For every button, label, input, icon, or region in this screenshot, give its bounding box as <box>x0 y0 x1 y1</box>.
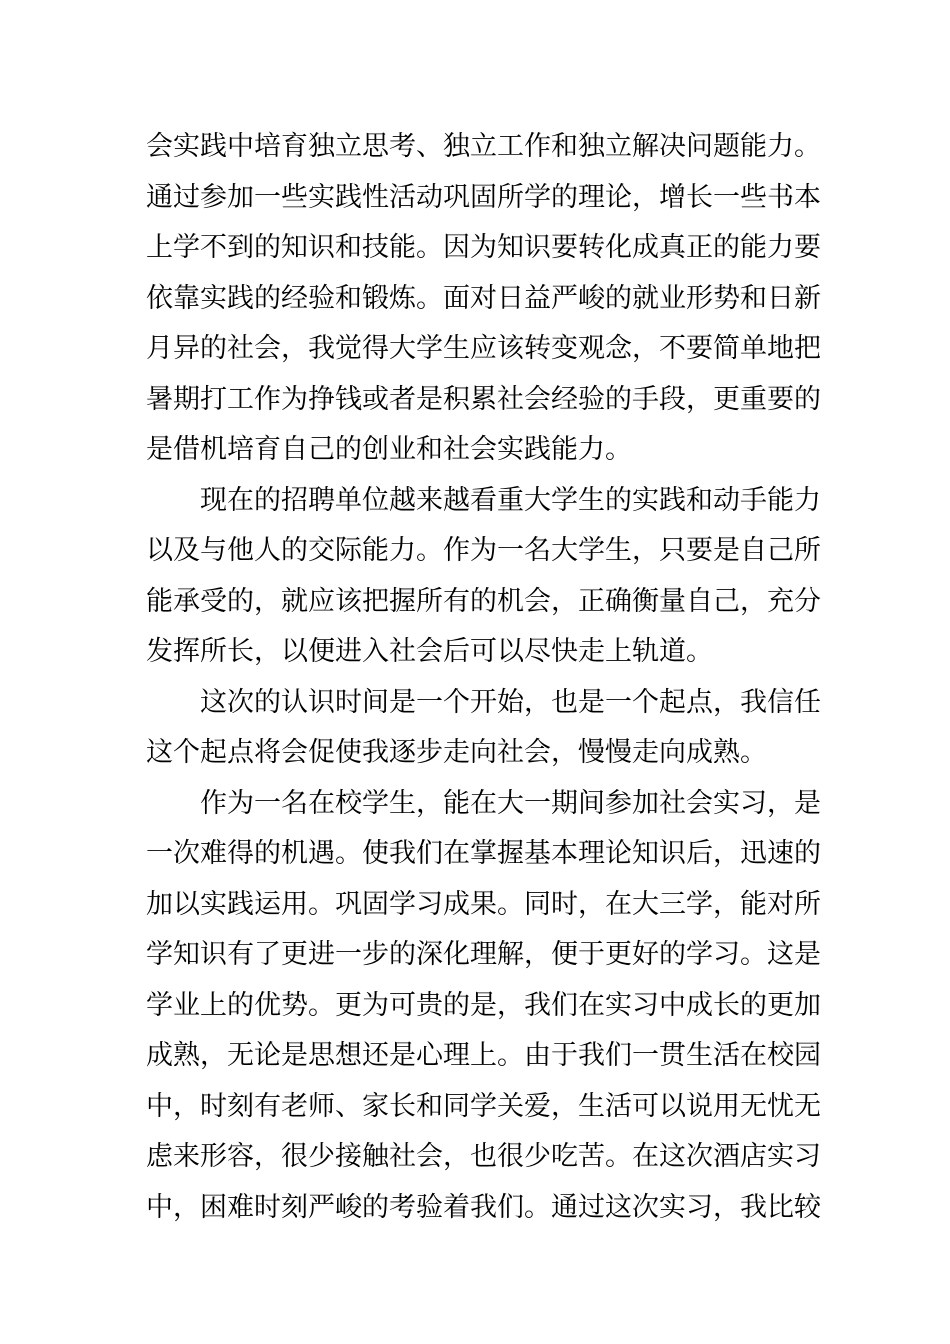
text-line: 是借机培育自己的创业和社会实践能力。 <box>146 434 632 465</box>
paragraph-4 <box>146 779 821 1234</box>
text-line: 这个起点将会促使我逐步走向社会，慢慢走向成熟。 <box>146 737 767 768</box>
paragraph-3 <box>146 678 821 779</box>
text-line: 会实践中培育独立思考、独立工作和独立解决问题能力。 <box>146 131 821 162</box>
text-line: 学业上的优势。更为可贵的是，我们在实习中成长的更加 <box>146 989 821 1021</box>
document-body <box>146 122 821 1233</box>
text-line: 作为一名在校学生，能在大一期间参加社会实习，是 <box>200 787 821 819</box>
text-line: 成熟，无论是思想还是心理上。由于我们一贯生活在校园 <box>146 1040 821 1071</box>
text-line: 这次的认识时间是一个开始，也是一个起点，我信任 <box>200 686 821 718</box>
text-line: 暑期打工作为挣钱或者是积累社会经验的手段，更重要的 <box>146 383 821 415</box>
text-line: 发挥所长，以便进入社会后可以尽快走上轨道。 <box>146 636 713 667</box>
text-line: 上学不到的知识和技能。因为知识要转化成真正的能力要 <box>146 232 821 263</box>
text-line: 一次难得的机遇。使我们在掌握基本理论知识后，迅速的 <box>146 838 821 869</box>
text-line: 虑来形容，很少接触社会，也很少吃苦。在这次酒店实习 <box>146 1141 821 1172</box>
text-line: 学知识有了更进一步的深化理解，便于更好的学习。这是 <box>146 939 821 970</box>
text-line: 加以实践运用。巩固学习成果。同时，在大三学，能对所 <box>146 888 821 920</box>
text-line: 月异的社会，我觉得大学生应该转变观念，不要简单地把 <box>146 333 821 364</box>
text-line: 通过参加一些实践性活动巩固所学的理论，增长一些书本 <box>146 181 821 213</box>
text-line: 中，时刻有老师、家长和同学关爱，生活可以说用无忧无 <box>146 1090 821 1122</box>
text-line: 现在的招聘单位越来越看重大学生的实践和动手能力 <box>200 484 821 516</box>
text-line: 中，困难时刻严峻的考验着我们。通过这次实习，我比较 <box>146 1191 821 1223</box>
text-line: 以及与他人的交际能力。作为一名大学生，只要是自己所 <box>146 535 821 566</box>
text-line: 依靠实践的经验和锻炼。面对日益严峻的就业形势和日新 <box>146 282 821 314</box>
text-line: 能承受的，就应该把握所有的机会，正确衡量自己，充分 <box>146 585 821 617</box>
paragraph-2 <box>146 476 821 678</box>
paragraph-1 <box>146 122 821 476</box>
